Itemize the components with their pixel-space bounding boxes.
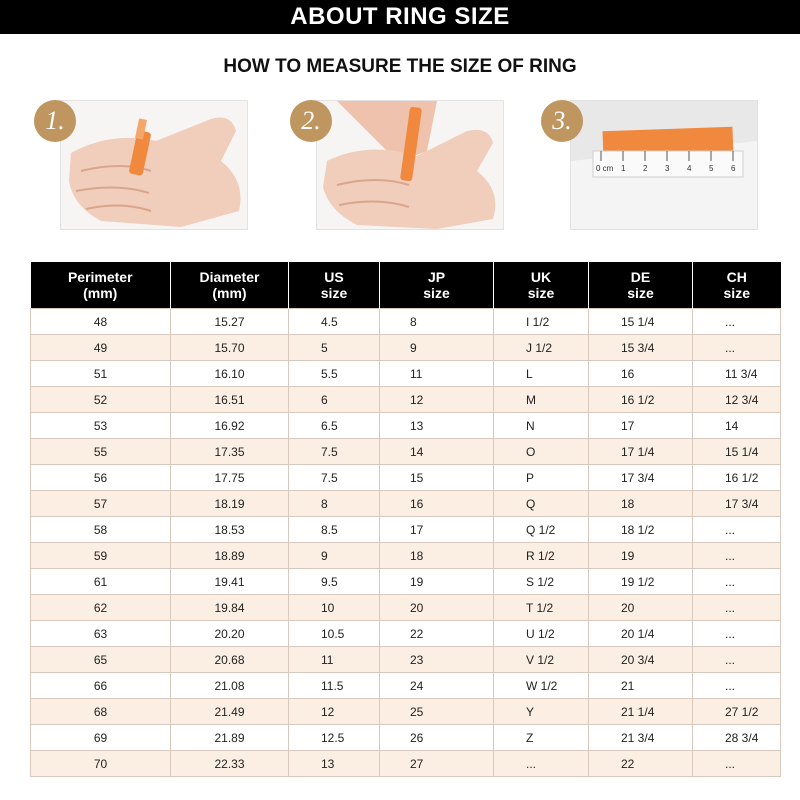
cell-ch: 14 <box>693 413 781 439</box>
cell-uk: R 1/2 <box>494 543 589 569</box>
cell-de: 21 <box>589 673 693 699</box>
step-3-photo <box>570 100 758 230</box>
table-row <box>31 699 781 725</box>
cell-perimeter: 65 <box>31 647 171 673</box>
mark-tape-illustration <box>317 101 503 229</box>
step-3-badge: 3. <box>541 100 583 142</box>
cell-de: 21 3/4 <box>589 725 693 751</box>
step-1-badge: 1. <box>34 100 76 142</box>
table-row <box>31 725 781 751</box>
cell-uk: Q 1/2 <box>494 517 589 543</box>
cell-diameter: 16.92 <box>171 413 289 439</box>
cell-perimeter: 56 <box>31 465 171 491</box>
table-header-row <box>31 262 781 309</box>
cell-perimeter: 53 <box>31 413 171 439</box>
cell-de: 20 3/4 <box>589 647 693 673</box>
step-2-badge: 2. <box>290 100 332 142</box>
cell-diameter: 17.75 <box>171 465 289 491</box>
cell-jp: 17 <box>380 517 494 543</box>
cell-diameter: 15.27 <box>171 309 289 335</box>
page-title: ABOUT RING SIZE <box>290 3 510 30</box>
table-row <box>31 309 781 335</box>
column-header-diameter-line-1: Diameter <box>199 269 260 285</box>
ruler-label-0: 0 cm <box>596 164 614 173</box>
column-header-perimeter-line-1: Perimeter <box>67 269 133 285</box>
cell-de: 17 1/4 <box>589 439 693 465</box>
column-header-ch-line-1: CH <box>726 269 747 285</box>
cell-perimeter: 62 <box>31 595 171 621</box>
cell-jp: 20 <box>380 595 494 621</box>
cell-de: 21 1/4 <box>589 699 693 725</box>
cell-jp: 24 <box>380 673 494 699</box>
ruler-label-3: 3 <box>665 164 670 173</box>
cell-uk: T 1/2 <box>494 595 589 621</box>
cell-diameter: 15.70 <box>171 335 289 361</box>
column-header-uk-line-2: size <box>527 285 555 301</box>
cell-uk: U 1/2 <box>494 621 589 647</box>
cell-us: 13 <box>289 751 380 777</box>
column-header-uk-line-1: UK <box>530 269 552 285</box>
cell-diameter: 19.41 <box>171 569 289 595</box>
ruler-label-2: 2 <box>643 164 648 173</box>
cell-jp: 8 <box>380 309 494 335</box>
cell-perimeter: 70 <box>31 751 171 777</box>
cell-diameter: 20.20 <box>171 621 289 647</box>
hand-wrap-tape-illustration <box>61 101 247 229</box>
cell-ch: ... <box>693 335 781 361</box>
cell-ch: 16 1/2 <box>693 465 781 491</box>
table-row <box>31 647 781 673</box>
column-header-de-line-2: size <box>627 285 654 301</box>
table-row <box>31 387 781 413</box>
cell-us: 7.5 <box>289 439 380 465</box>
cell-de: 19 <box>589 543 693 569</box>
table-row <box>31 517 781 543</box>
table-row <box>31 361 781 387</box>
cell-de: 15 3/4 <box>589 335 693 361</box>
cell-us: 4.5 <box>289 309 380 335</box>
cell-jp: 22 <box>380 621 494 647</box>
cell-perimeter: 49 <box>31 335 171 361</box>
cell-uk: S 1/2 <box>494 569 589 595</box>
cell-diameter: 21.08 <box>171 673 289 699</box>
column-header-us-line-2: size <box>320 285 348 301</box>
cell-diameter: 22.33 <box>171 751 289 777</box>
cell-de: 16 1/2 <box>589 387 693 413</box>
cell-jp: 26 <box>380 725 494 751</box>
column-header-perimeter-line-2: (mm) <box>83 285 118 301</box>
cell-jp: 27 <box>380 751 494 777</box>
table-body <box>31 309 781 777</box>
table-row <box>31 595 781 621</box>
cell-ch: 27 1/2 <box>693 699 781 725</box>
cell-jp: 14 <box>380 439 494 465</box>
cell-ch: ... <box>693 751 781 777</box>
ruler-label-1: 1 <box>621 164 626 173</box>
cell-uk: P <box>494 465 589 491</box>
column-header-jp <box>380 262 494 309</box>
measurement-steps <box>0 100 800 230</box>
cell-us: 12 <box>289 699 380 725</box>
table-row <box>31 621 781 647</box>
cell-us: 5 <box>289 335 380 361</box>
cell-diameter: 21.89 <box>171 725 289 751</box>
cell-de: 22 <box>589 751 693 777</box>
column-header-ch <box>693 262 781 309</box>
cell-us: 12.5 <box>289 725 380 751</box>
cell-jp: 13 <box>380 413 494 439</box>
cell-ch: ... <box>693 517 781 543</box>
cell-ch: 28 3/4 <box>693 725 781 751</box>
cell-ch: ... <box>693 595 781 621</box>
column-header-uk <box>494 262 589 309</box>
cell-ch: ... <box>693 543 781 569</box>
cell-ch: ... <box>693 569 781 595</box>
cell-de: 20 1/4 <box>589 621 693 647</box>
cell-ch: 11 3/4 <box>693 361 781 387</box>
cell-uk: M <box>494 387 589 413</box>
cell-us: 11 <box>289 647 380 673</box>
cell-diameter: 17.35 <box>171 439 289 465</box>
cell-diameter: 16.10 <box>171 361 289 387</box>
cell-jp: 19 <box>380 569 494 595</box>
table-row <box>31 751 781 777</box>
cell-uk: L <box>494 361 589 387</box>
table-row <box>31 413 781 439</box>
cell-us: 11.5 <box>289 673 380 699</box>
table-row <box>31 673 781 699</box>
cell-diameter: 21.49 <box>171 699 289 725</box>
cell-perimeter: 68 <box>31 699 171 725</box>
column-header-perimeter <box>31 262 171 309</box>
cell-us: 6 <box>289 387 380 413</box>
cell-us: 8 <box>289 491 380 517</box>
cell-ch: ... <box>693 647 781 673</box>
cell-us: 10 <box>289 595 380 621</box>
cell-perimeter: 59 <box>31 543 171 569</box>
page-banner <box>0 0 800 34</box>
table-row <box>31 491 781 517</box>
column-header-ch-line-2: size <box>723 285 750 301</box>
cell-ch: ... <box>693 309 781 335</box>
cell-ch: 17 3/4 <box>693 491 781 517</box>
cell-perimeter: 66 <box>31 673 171 699</box>
step-2-photo <box>316 100 504 230</box>
cell-perimeter: 51 <box>31 361 171 387</box>
cell-us: 9.5 <box>289 569 380 595</box>
table-row <box>31 335 781 361</box>
table-row <box>31 465 781 491</box>
cell-de: 15 1/4 <box>589 309 693 335</box>
column-header-jp-line-1: JP <box>427 269 446 285</box>
cell-us: 9 <box>289 543 380 569</box>
cell-jp: 11 <box>380 361 494 387</box>
cell-perimeter: 48 <box>31 309 171 335</box>
cell-uk: ... <box>494 751 589 777</box>
section-subtitle: HOW TO MEASURE THE SIZE OF RING <box>223 56 577 77</box>
cell-perimeter: 52 <box>31 387 171 413</box>
cell-jp: 18 <box>380 543 494 569</box>
cell-diameter: 19.84 <box>171 595 289 621</box>
cell-perimeter: 57 <box>31 491 171 517</box>
cell-jp: 15 <box>380 465 494 491</box>
cell-uk: Y <box>494 699 589 725</box>
cell-uk: N <box>494 413 589 439</box>
cell-uk: O <box>494 439 589 465</box>
ring-size-table <box>30 262 781 777</box>
cell-perimeter: 61 <box>31 569 171 595</box>
cell-us: 10.5 <box>289 621 380 647</box>
cell-ch: ... <box>693 621 781 647</box>
cell-diameter: 18.89 <box>171 543 289 569</box>
cell-uk: J 1/2 <box>494 335 589 361</box>
cell-uk: I 1/2 <box>494 309 589 335</box>
cell-jp: 12 <box>380 387 494 413</box>
cell-diameter: 20.68 <box>171 647 289 673</box>
cell-de: 18 <box>589 491 693 517</box>
cell-jp: 16 <box>380 491 494 517</box>
cell-perimeter: 55 <box>31 439 171 465</box>
cell-us: 5.5 <box>289 361 380 387</box>
cell-uk: Q <box>494 491 589 517</box>
cell-de: 19 1/2 <box>589 569 693 595</box>
ruler-label-4: 4 <box>687 164 692 173</box>
cell-jp: 23 <box>380 647 494 673</box>
cell-de: 18 1/2 <box>589 517 693 543</box>
column-header-us <box>289 262 380 309</box>
cell-diameter: 16.51 <box>171 387 289 413</box>
table-row <box>31 439 781 465</box>
cell-uk: Z <box>494 725 589 751</box>
cell-de: 16 <box>589 361 693 387</box>
column-header-diameter-line-2: (mm) <box>212 285 247 301</box>
column-header-jp-line-2: size <box>423 285 450 301</box>
cell-jp: 9 <box>380 335 494 361</box>
cell-diameter: 18.19 <box>171 491 289 517</box>
cell-perimeter: 69 <box>31 725 171 751</box>
cell-de: 17 <box>589 413 693 439</box>
cell-us: 6.5 <box>289 413 380 439</box>
column-header-us-line-1: US <box>324 269 344 285</box>
cell-jp: 25 <box>380 699 494 725</box>
ruler-label-6: 6 <box>731 164 736 173</box>
step-1-photo <box>60 100 248 230</box>
cell-us: 7.5 <box>289 465 380 491</box>
cell-de: 17 3/4 <box>589 465 693 491</box>
cell-ch: 15 1/4 <box>693 439 781 465</box>
cell-us: 8.5 <box>289 517 380 543</box>
cell-uk: V 1/2 <box>494 647 589 673</box>
cell-perimeter: 63 <box>31 621 171 647</box>
table-row <box>31 569 781 595</box>
cell-diameter: 18.53 <box>171 517 289 543</box>
cell-ch: 12 3/4 <box>693 387 781 413</box>
ruler-illustration <box>571 101 757 229</box>
column-header-diameter <box>171 262 289 309</box>
ruler-label-5: 5 <box>709 164 714 173</box>
column-header-de-line-1: DE <box>630 269 651 285</box>
cell-perimeter: 58 <box>31 517 171 543</box>
table-row <box>31 543 781 569</box>
cell-uk: W 1/2 <box>494 673 589 699</box>
cell-ch: ... <box>693 673 781 699</box>
cell-de: 20 <box>589 595 693 621</box>
column-header-de <box>589 262 693 309</box>
